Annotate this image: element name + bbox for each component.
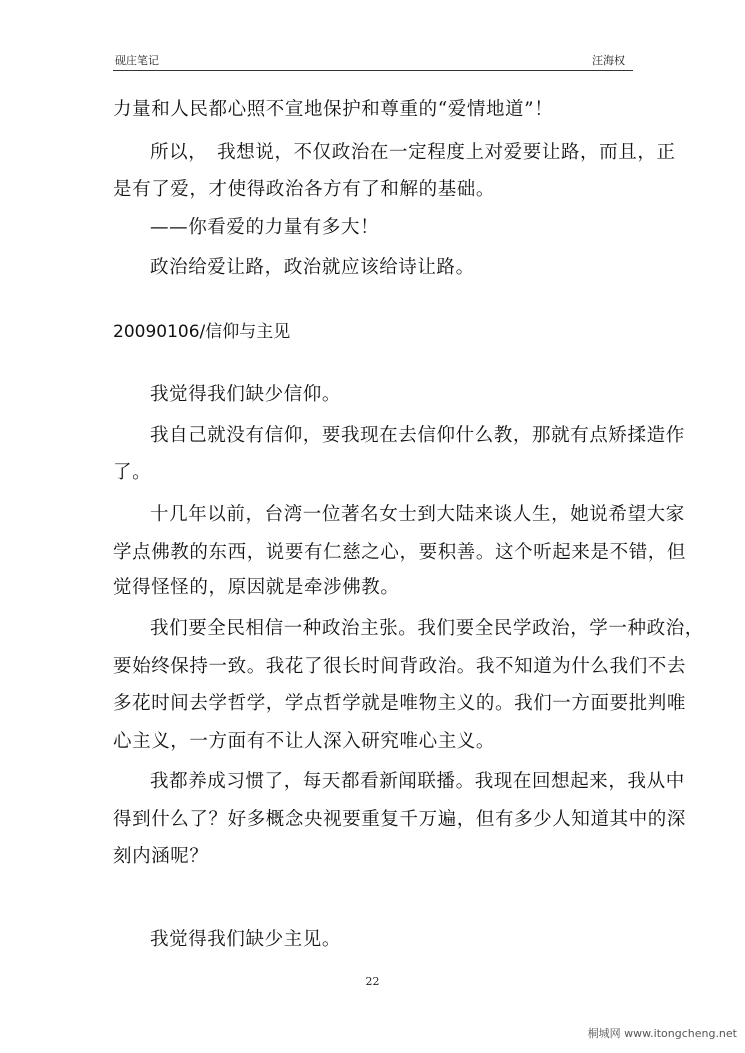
text-line: 力量和人民都心照不宣地保护和尊重的“爱情地道”！ [113,99,554,120]
text-line: ——你看爱的力量有多大！ [150,217,380,238]
text-line: 学点佛教的东西，说要有仁慈之心，要积善。这个听起来是不错，但 [113,542,687,563]
text-line: 得到什么了？好多概念央视要重复千万遍，但有多少人知道其中的深 [113,809,687,830]
text-line: 心主义，一方面有不让人深入研究唯心主义。 [113,731,496,752]
text-line: 要始终保持一致。我花了很长时间背政治。我不知道为什么我们不去 [113,656,687,677]
text-line: 我都养成习惯了，每天都看新闻联播。我现在回想起来，我从中 [150,771,685,792]
text-line: 刻内涵呢？ [113,846,209,867]
page-number: 22 [365,975,380,988]
text-line: 十几年以前，台湾一位著名女士到大陆来谈人生，她说希望大家 [150,504,685,525]
text-line: 了。 [113,462,152,483]
text-line: 我们要全民相信一种政治主张。我们要全民学政治，学一种政治， [150,618,704,639]
text-line: 我觉得我们缺少主见。 [150,929,342,950]
page-header [113,50,633,71]
section-heading: 20090106/信仰与主见 [113,322,291,342]
text-line: 多花时间去学哲学，学点哲学就是唯物主义的。我们一方面要批判唯 [113,693,687,714]
header-author: 汪海权 [592,54,625,67]
text-line: 是有了爱，才使得政治各方有了和解的基础。 [113,179,496,200]
text-line: 所以， 我想说，不仅政治在一定程度上对爱要让路，而且，正 [150,142,676,163]
header-book-title: 砚庄笔记 [115,54,159,67]
watermark: 桐城网 www.itongcheng.net [587,1027,737,1040]
text-line: 我自己就没有信仰，要我现在去信仰什么教，那就有点矫揉造作 [150,425,685,446]
text-line: 政治给爱让路，政治就应该给诗让路。 [150,257,475,278]
text-line: 我觉得我们缺少信仰。 [150,384,342,405]
text-line: 觉得怪怪的，原因就是牵涉佛教。 [113,577,400,598]
